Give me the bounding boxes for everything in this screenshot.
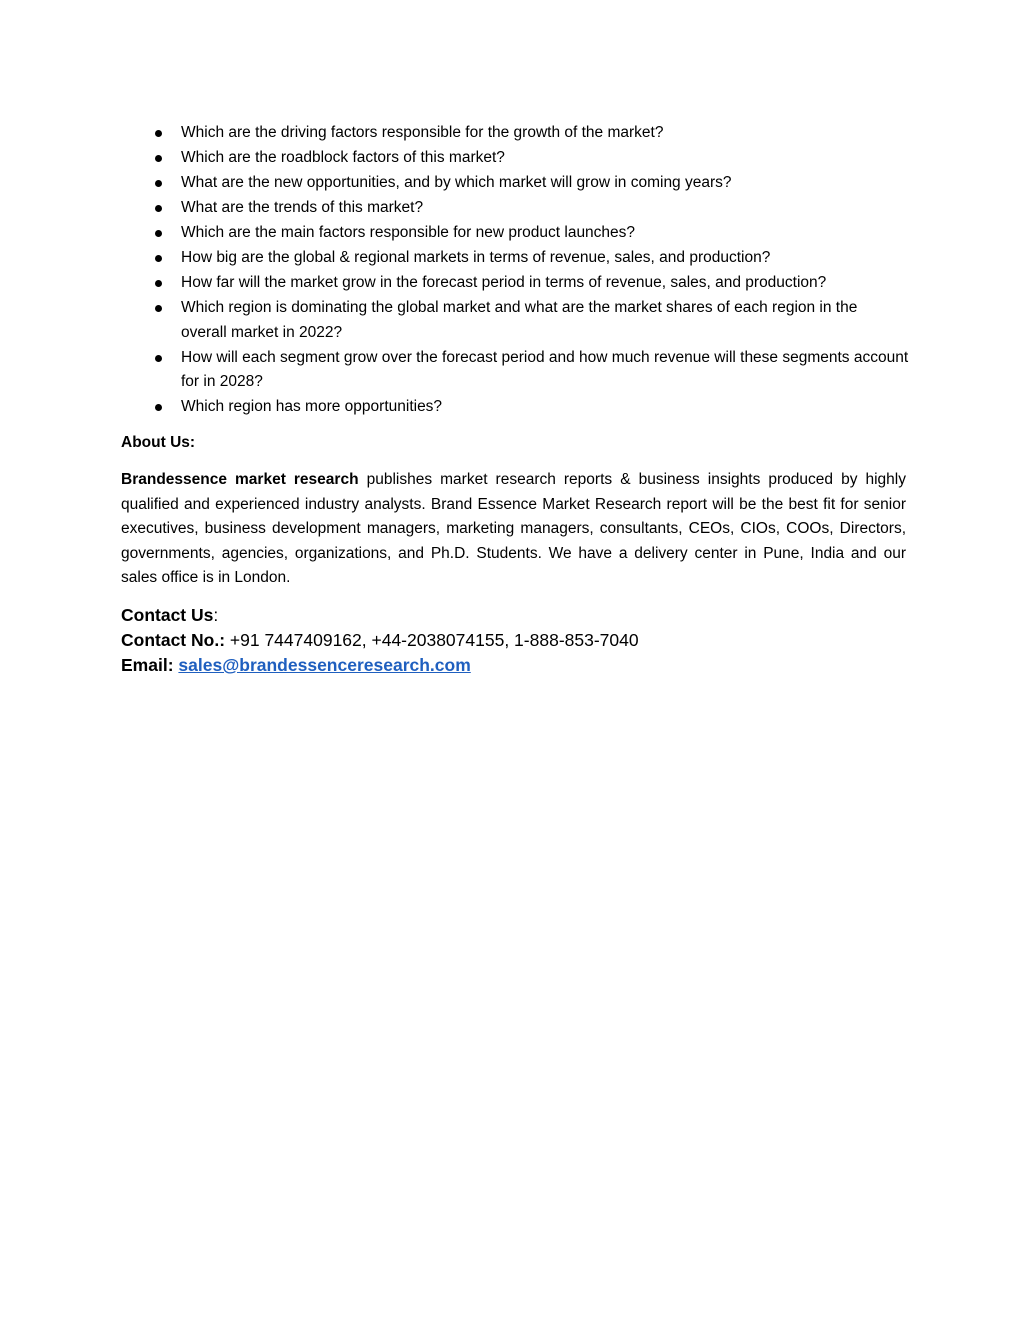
question-text: How big are the global & regional markets in terms of revenue, sales, and production?: [181, 249, 771, 266]
list-item: [150, 196, 910, 221]
email-line: [121, 653, 821, 678]
contact-heading-suffix: :: [213, 605, 219, 625]
bullet-icon: [155, 155, 162, 162]
list-item: [150, 171, 910, 196]
question-text: How will each segment grow over the forecast period and how much revenue will these segments account for in 2028?: [181, 348, 909, 390]
about-text: publishes market research reports & business insights produced by highly qualified and experienced industry analysts. Brand Essence Market Research report will be the best fit for senior executives, business development managers, marketing managers, consultants, CEOs, CIOs, COOs, Directors, governments, agencies, organizations, and Ph.D. Students. We have a delivery center in Pune, India and our sales office is in London.: [121, 471, 906, 586]
bullet-icon: [155, 404, 162, 411]
bullet-icon: [155, 205, 162, 212]
company-name: Brandessence market research: [121, 471, 359, 488]
question-text: Which region has more opportunities?: [181, 398, 443, 415]
contact-section: [121, 603, 821, 678]
list-item: [150, 346, 910, 395]
list-item: [150, 271, 910, 296]
phone-line: [121, 628, 821, 653]
list-item: [150, 146, 910, 171]
bullet-icon: [155, 255, 162, 262]
email-link[interactable]: sales@brandessenceresearch.com: [178, 655, 471, 675]
email-label: Email:: [121, 655, 174, 675]
about-paragraph: [121, 468, 906, 591]
question-text: Which are the main factors responsible for new product launches?: [181, 224, 636, 241]
phone-numbers: +91 7447409162, +44-2038074155, 1-888-853-7040: [225, 630, 639, 650]
bullet-icon: [155, 180, 162, 187]
question-text: What are the trends of this market?: [181, 199, 424, 216]
bullet-icon: [155, 280, 162, 287]
contact-heading-line: [121, 603, 821, 628]
question-text: What are the new opportunities, and by which market will grow in coming years?: [181, 174, 732, 191]
bullet-icon: [155, 230, 162, 237]
list-item: [150, 395, 910, 420]
bullet-icon: [155, 130, 162, 137]
question-text: Which are the driving factors responsible for the growth of the market?: [181, 124, 664, 141]
phone-label: Contact No.:: [121, 630, 226, 650]
question-text: Which region is dominating the global market and what are the market shares of each region in the overall market in 2022?: [181, 299, 871, 341]
contact-heading: Contact Us: [121, 605, 214, 625]
questions-list: [150, 121, 910, 420]
bullet-icon: [155, 305, 162, 312]
bullet-icon: [155, 355, 162, 362]
list-item: [150, 246, 910, 271]
question-text: Which are the roadblock factors of this market?: [181, 149, 505, 166]
question-text: How far will the market grow in the forecast period in terms of revenue, sales, and production?: [181, 274, 827, 291]
about-heading: About Us:: [121, 434, 196, 451]
list-item: [150, 296, 910, 345]
list-item: [150, 221, 910, 246]
list-item: [150, 121, 910, 146]
